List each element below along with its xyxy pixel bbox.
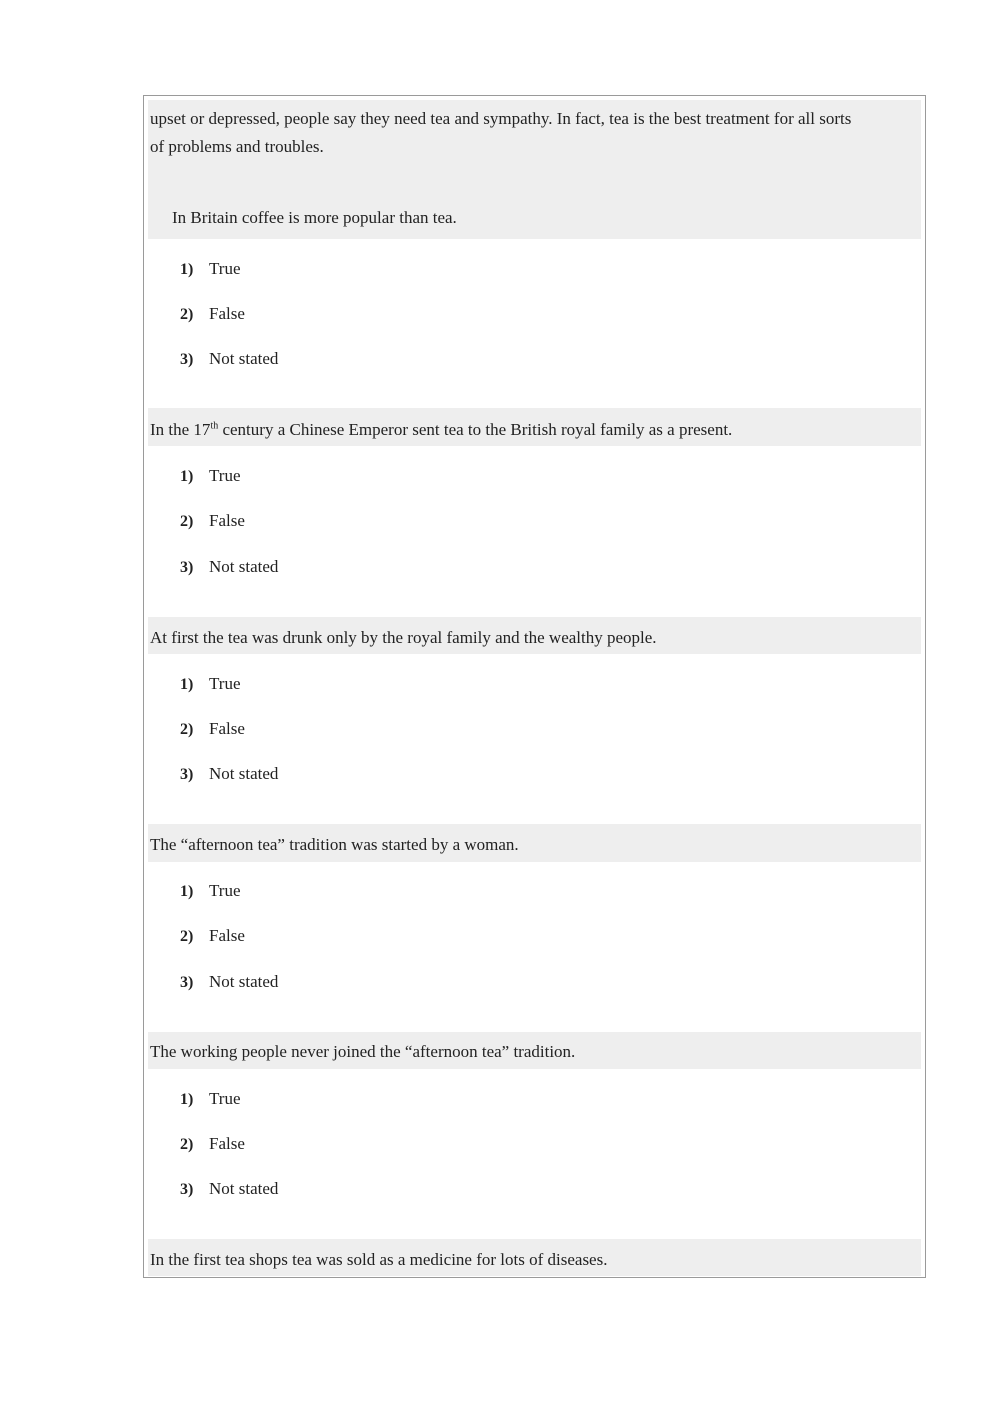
- quiz-frame: [143, 95, 926, 1278]
- q3-option-false[interactable]: [180, 719, 245, 740]
- question-5-statement: The working people never joined the “afternoon tea” tradition.: [150, 1042, 576, 1061]
- q1-option-true[interactable]: [180, 259, 241, 280]
- option-number: 2): [180, 721, 194, 738]
- option-label: True: [209, 466, 241, 485]
- option-label: True: [209, 259, 241, 278]
- option-label: True: [209, 1089, 241, 1108]
- option-number: 1): [180, 676, 194, 693]
- option-number: 2): [180, 928, 194, 945]
- option-number: 2): [180, 513, 194, 530]
- option-label: Not stated: [209, 557, 279, 576]
- option-number: 1): [180, 261, 194, 278]
- q4-option-true[interactable]: [180, 881, 241, 902]
- q5-option-false[interactable]: [180, 1134, 245, 1155]
- q2-option-false[interactable]: [180, 511, 245, 532]
- option-label: False: [209, 719, 245, 738]
- q1-option-not-stated[interactable]: [180, 349, 278, 370]
- option-label: Not stated: [209, 764, 279, 783]
- option-label: False: [209, 304, 245, 323]
- q2-option-not-stated[interactable]: [180, 557, 278, 578]
- option-label: Not stated: [209, 349, 279, 368]
- option-label: Not stated: [209, 1179, 279, 1198]
- option-number: 2): [180, 306, 194, 323]
- q1-option-false[interactable]: [180, 304, 245, 325]
- option-label: False: [209, 511, 245, 530]
- option-number: 1): [180, 883, 194, 900]
- option-number: 3): [180, 766, 194, 783]
- q5-option-not-stated[interactable]: [180, 1179, 278, 1200]
- q4-option-false[interactable]: [180, 926, 245, 947]
- option-label: Not stated: [209, 972, 279, 991]
- option-label: False: [209, 926, 245, 945]
- q3-option-true[interactable]: [180, 674, 241, 695]
- passage-line-2: of problems and troubles.: [150, 137, 324, 156]
- question-1-statement: In Britain coffee is more popular than tea.: [172, 208, 457, 227]
- option-number: 3): [180, 974, 194, 991]
- option-number: 1): [180, 468, 194, 485]
- q5-option-true[interactable]: [180, 1089, 241, 1110]
- option-label: True: [209, 674, 241, 693]
- option-label: True: [209, 881, 241, 900]
- option-label: False: [209, 1134, 245, 1153]
- option-number: 2): [180, 1136, 194, 1153]
- question-4-statement: The “afternoon tea” tradition was started by a woman.: [150, 835, 519, 854]
- option-number: 3): [180, 559, 194, 576]
- question-2-statement: In the 17th century a Chinese Emperor sent tea to the British royal family as a present.: [150, 420, 733, 439]
- q2-option-true[interactable]: [180, 466, 241, 487]
- q3-option-not-stated[interactable]: [180, 764, 278, 785]
- option-number: 3): [180, 1181, 194, 1198]
- question-6-statement: In the first tea shops tea was sold as a medicine for lots of diseases.: [150, 1250, 608, 1269]
- option-number: 3): [180, 351, 194, 368]
- q4-option-not-stated[interactable]: [180, 972, 278, 993]
- question-3-statement: At first the tea was drunk only by the royal family and the wealthy people.: [150, 628, 657, 647]
- passage-line-1: upset or depressed, people say they need tea and sympathy. In fact, tea is the best treatment for all sorts: [150, 109, 852, 128]
- option-number: 1): [180, 1091, 194, 1108]
